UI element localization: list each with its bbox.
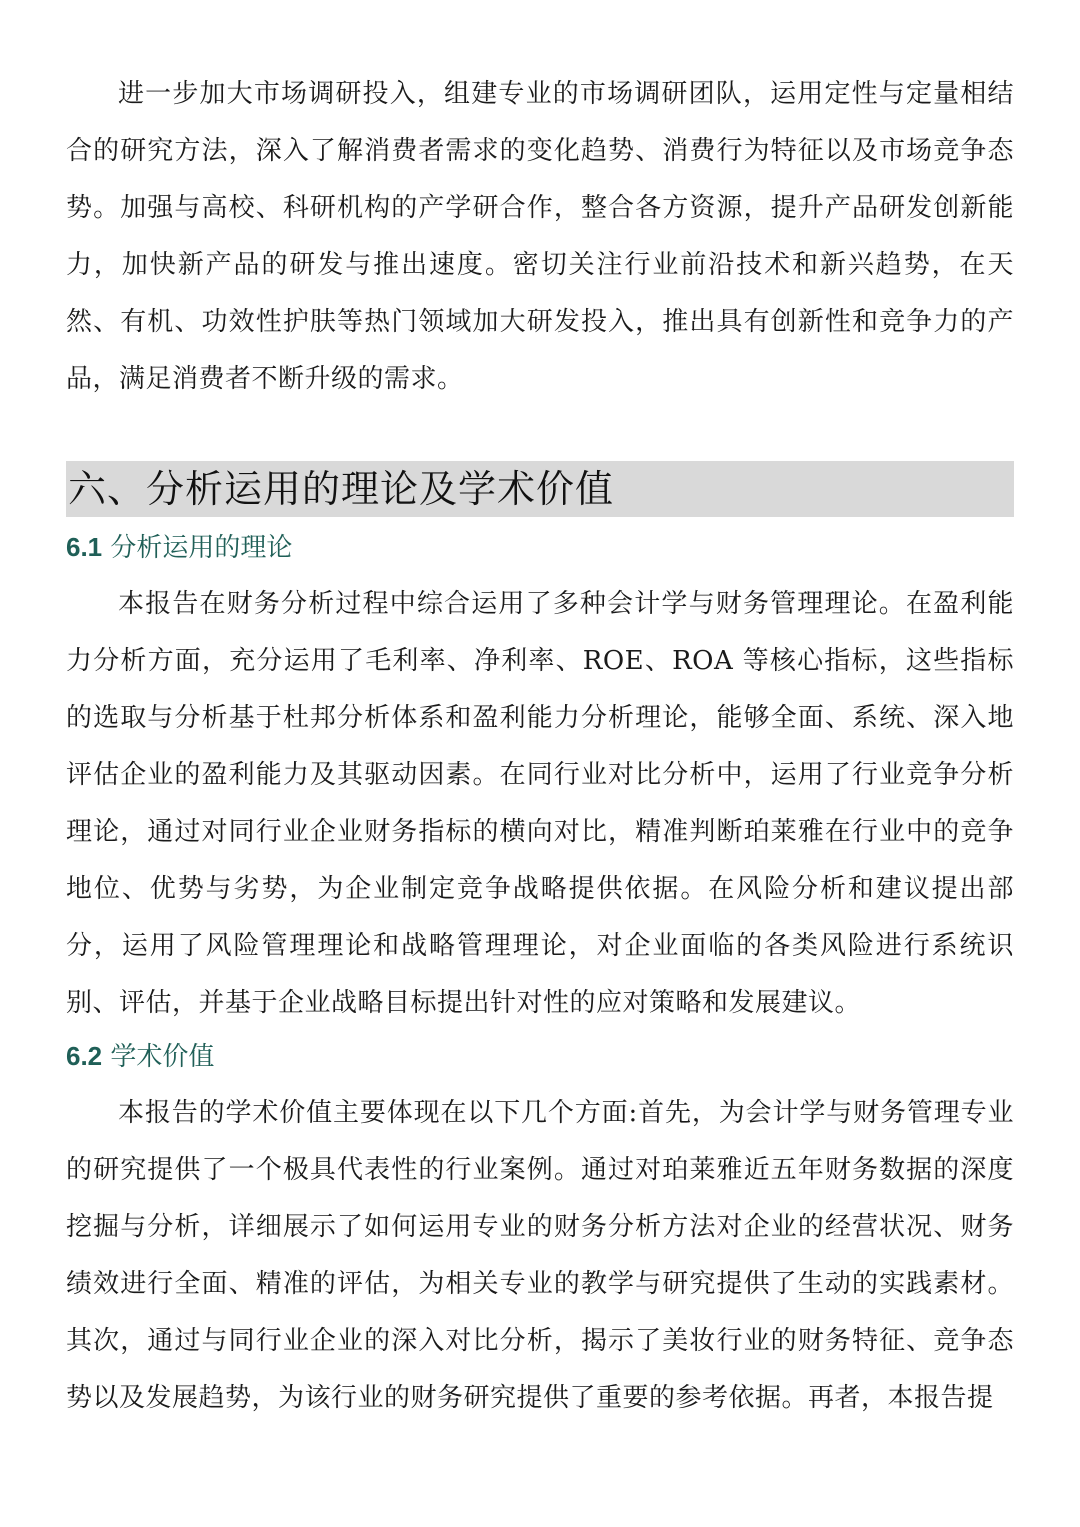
academic-value-paragraph: 本报告的学术价值主要体现在以下几个方面:首先，为会计学与财务管理专业的研究提供了一个极具代表性的行业案例。通过对珀莱雅近五年财务数据的深度挖掘与分析，详细展示了如何运用专业的财务分析方法对企业的经营状况、财务绩效进行全面、精准的评估，为相关专业的教学与研究提供了生动的实践素材。其次，通过与同行业企业的深入对比分析，揭示了美妆行业的财务特征、竞争态势以及发展趋势，为该行业的财务研究提供了重要的参考依据。再者，本报告提 bbox=[66, 1098, 1014, 1413]
theory-paragraph: 本报告在财务分析过程中综合运用了多种会计学与财务管理理论。在盈利能力分析方面，充分运用了毛利率、净利率、ROE、ROA 等核心指标，这些指标的选取与分析基于杜邦分析体系和盈利能力分析理论，能够全面、系统、深入地评估企业的盈利能力及其驱动因素。在同行业对比分析中，运用了行业竞争分析理论，通过对同行业企业财务指标的横向对比，精准判断珀莱雅在行业中的竞争地位、优势与劣势，为企业制定竞争战略提供依据。在风险分析和建议提出部分，运用了风险管理理论和战略管理理论，对企业面临的各类风险进行系统识别、评估，并基于企业战略目标提出针对性的应对策略和发展建议。 bbox=[66, 589, 1014, 1018]
subsection-title: 学术价值 bbox=[110, 1042, 215, 1072]
subsection-number: 6.1 bbox=[66, 532, 103, 562]
subsection-heading-6-2 bbox=[66, 1038, 214, 1075]
subsection-title: 分析运用的理论 bbox=[110, 533, 293, 563]
subsection-number: 6.2 bbox=[66, 1041, 103, 1071]
subsection-heading-6-1 bbox=[66, 529, 292, 566]
intro-paragraph: 进一步加大市场调研投入，组建专业的市场调研团队，运用定性与定量相结合的研究方法，深入了解消费者需求的变化趋势、消费行为特征以及市场竞争态势。加强与高校、科研机构的产学研合作，整合各方资源，提升产品研发创新能力，加快新产品的研发与推出速度。密切关注行业前沿技术和新兴趋势，在天然、有机、功效性护肤等热门领域加大研发投入，推出具有创新性和竞争力的产品，满足消费者不断升级的需求。 bbox=[66, 79, 1014, 394]
section-heading: 六、分析运用的理论及学术价值 bbox=[66, 461, 1014, 517]
